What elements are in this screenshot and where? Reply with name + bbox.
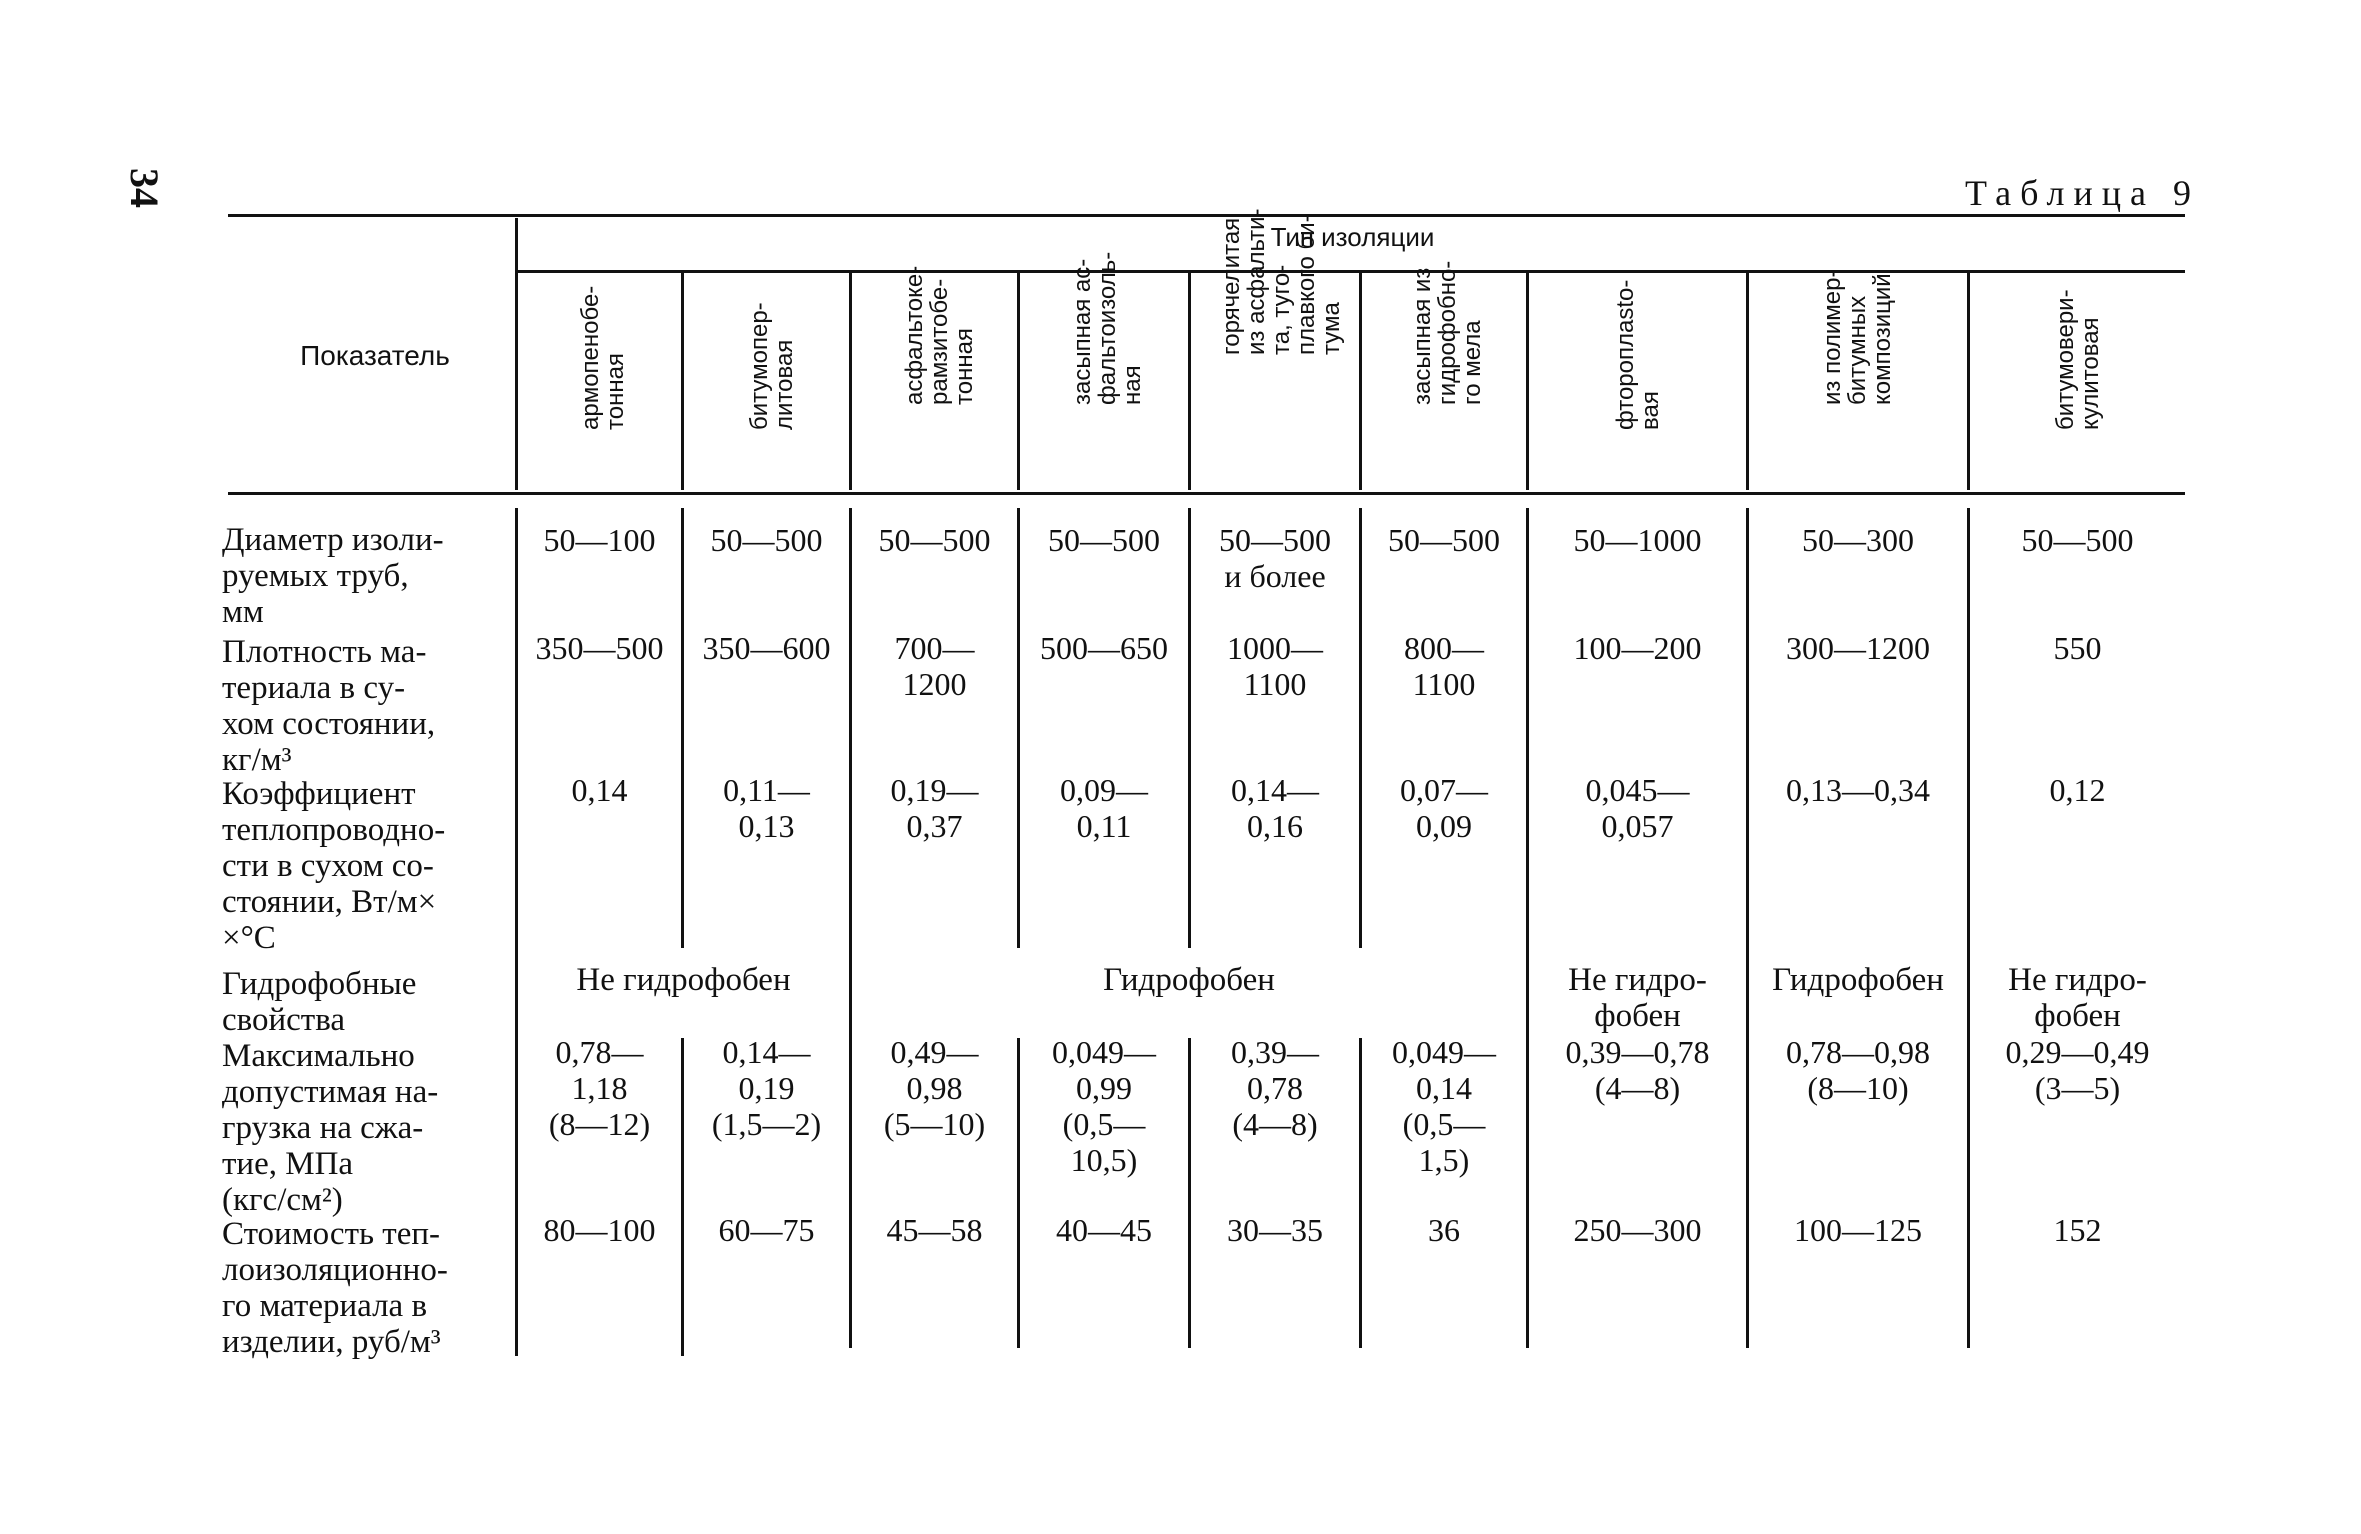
table-cell: 50—500 [2021,522,2134,558]
header-bottom-rule [228,492,2185,495]
table-caption: Таблица 9 [1965,173,2200,213]
table-cell: Не гидро- фобен [2008,962,2147,1034]
table-cell: 30—35 [1227,1212,1323,1248]
table-cell: 50—1000 [1573,522,1702,558]
table-cell: 0,045— 0,057 [1585,772,1690,844]
table-cell: 0,12 [2049,772,2106,808]
table-cell: 0,11— 0,13 [723,772,810,844]
table-cell: 0,29—0,49 (3—5) [2005,1034,2150,1106]
table-cell: 350—600 [702,630,831,666]
table-cell: 800— 1100 [1404,630,1484,702]
col-divider [1017,273,1020,490]
table-cell: 0,09— 0,11 [1060,772,1148,844]
row-label-max-load: Максимально допустимая на- грузка на сжа- тие, МПа (кгс/см²) [222,1038,439,1218]
table-cell: 0,49— 0,98 (5—10) [883,1034,986,1142]
table-cell: 0,07— 0,09 [1400,772,1488,844]
table-cell: Гидрофобен [1772,962,1944,998]
col-divider [1359,273,1362,490]
table-cell: 100—125 [1794,1212,1922,1248]
table-cell: 50—500 [710,522,823,558]
table-cell: 50—500 [1048,522,1160,558]
table-cell: 60—75 [718,1212,815,1248]
table-cell: 0,39—0,78 (4—8) [1565,1034,1710,1106]
column-header: армопенобе- тонная [577,285,629,430]
table-cell: 700— 1200 [894,630,975,702]
col-divider [1017,508,1020,948]
table-cell: 0,049— 0,99 (0,5— 10,5) [1052,1034,1156,1178]
group-rule [518,270,2185,273]
column-header: засыпная из гидрофобно- го мела [1409,260,1486,405]
col-divider [1746,273,1749,490]
table-cell: 0,14 [571,772,628,808]
table-cell: 250—300 [1573,1212,1702,1248]
table-cell: 80—100 [543,1212,656,1248]
table-cell: Гидрофобен [1103,962,1275,998]
table-cell: Не гидро- фобен [1568,962,1707,1034]
table-cell: Не гидрофобен [576,962,791,998]
header-group-title: Тип изоляции [1270,222,1435,252]
table-cell: 36 [1428,1212,1460,1248]
table-cell: 0,13—0,34 [1786,772,1930,808]
column-header: из полимер- битумных композиций [1819,269,1896,405]
col-divider [1967,273,1970,490]
column-header: битумопер- литовая [746,302,798,430]
table-cell: 152 [2053,1212,2102,1248]
table-cell: 0,78—0,98 (8—10) [1786,1034,1930,1106]
table-cell: 50—500 и более [1219,522,1331,594]
table-cell: 0,39— 0,78 (4—8) [1231,1034,1319,1142]
column-header: фтороплasto- вая [1612,279,1664,430]
header-parameter: Показатель [300,340,450,371]
table-cell: 50—500 [878,522,991,558]
col-divider [849,273,852,490]
table-cell: 100—200 [1573,630,1702,666]
top-rule [228,214,2185,217]
table-cell: 45—58 [886,1212,983,1248]
table-cell: 1000— 1100 [1227,630,1323,702]
column-header: засыпная ас- фальтоизоль- ная [1069,251,1146,405]
table-cell: 50—100 [543,522,656,558]
page-number: 34 [122,168,167,208]
table-cell: 0,14— 0,16 [1231,772,1319,844]
col-divider [1526,273,1529,490]
row-label-diameter: Диаметр изоли- руемых труб, мм [222,522,444,630]
col-divider [681,273,684,490]
col-divider [1188,273,1191,490]
table-cell: 0,14— 0,19 (1,5—2) [711,1034,822,1142]
row-label-cost: Стоимость теп- лоизоляционно- го материала в изделии, руб/м³ [222,1216,448,1360]
table-cell: 0,19— 0,37 [890,772,979,844]
table-cell: 0,78— 1,18 (8—12) [548,1034,651,1142]
table-cell: 50—300 [1802,522,1914,558]
table-cell: 550 [2053,630,2102,666]
table-cell: 50—500 [1388,522,1500,558]
table-cell: 500—650 [1040,630,1168,666]
table-cell: 0,049— 0,14 (0,5— 1,5) [1392,1034,1496,1178]
table-cell: 40—45 [1056,1212,1152,1248]
table-cell: 350—500 [535,630,664,666]
row-label-conductivity: Коэффициент теплопроводно- сти в сухом со- стоянии, Вт/м× ×°С [222,776,446,956]
row-label-hydrophobic: Гидрофобные свойства [222,966,417,1038]
column-header: горячелитая из асфальти- та, туго- плавкого би- тума [1218,208,1345,355]
table-cell: 300—1200 [1786,630,1930,666]
row-label-density: Плотность ма- териала в су- хом состоянии, кг/м³ [222,634,436,778]
col-divider [681,508,684,948]
column-header: асфальтоке- рамзитобе- тонная [901,265,978,405]
column-header: битумовери- кулитовая [2052,289,2104,430]
col-divider [1359,508,1362,948]
